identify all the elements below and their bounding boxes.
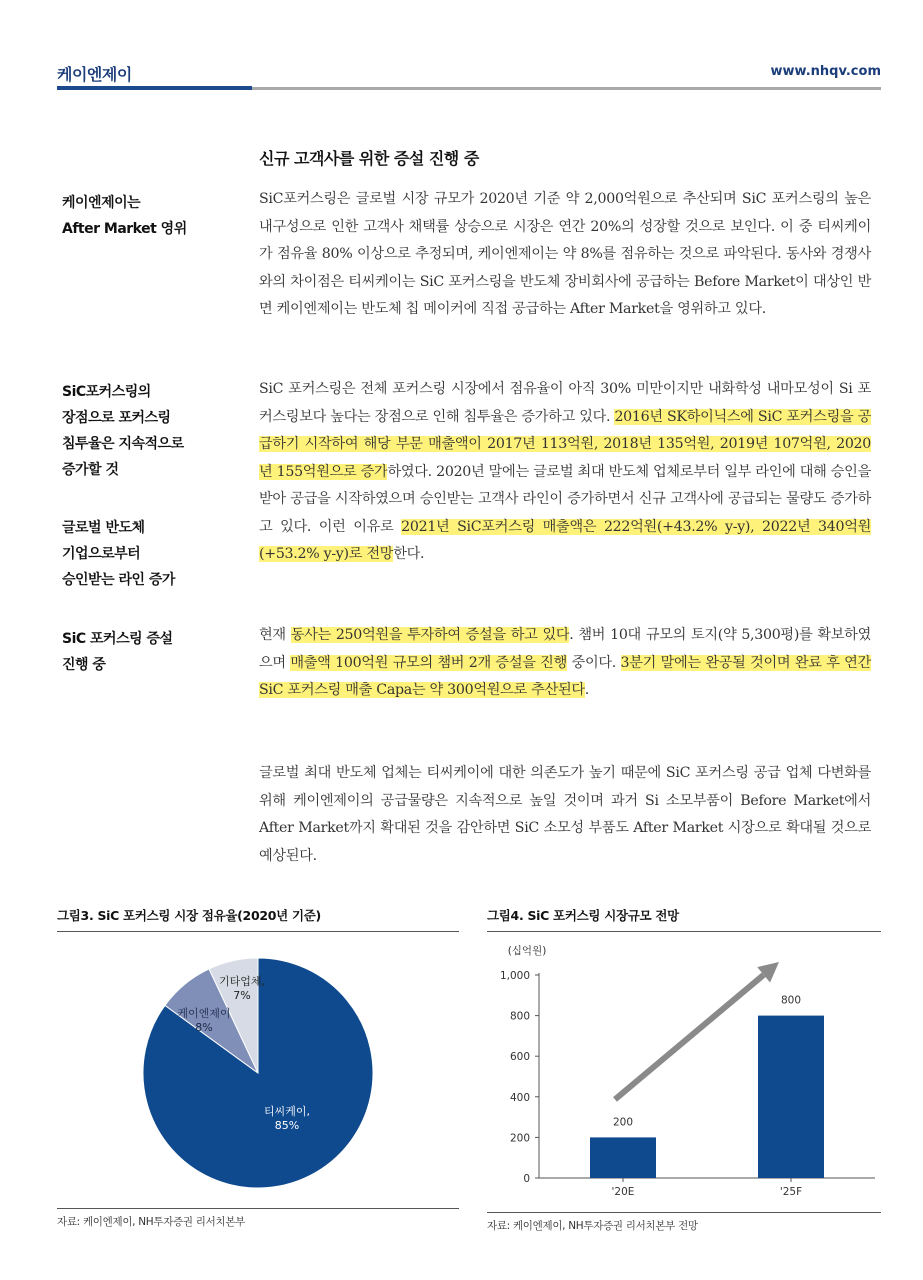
paragraph-2: SiC 포커스링은 전체 포커스링 시장에서 점유율이 아직 30% 미만이지만 내화학성 내마모성이 Si 포커스링보다 높다는 장점으로 인해 침투율은 증가하고 있다. 2016년 SK하이닉스에 SiC 포커스링을 공급하기 시작하여 해당 부문 매출액이 2017년 113억원, 2018년 135억원, 2019년 107억원, 2020년 155억원으로 증가하였다. 2020년 말에는 글로벌 최대 반도체 업체로부터 일부 라인에 대해 승인을 받아 공급을 시작하였으며 승인받는 고객사 라인이 증가하면서 신규 고객사에 공급되는 물량도 증가하고 있다. 이런 이유로 2021년 SiC포커스링 매출액은 222억원(+43.2% y-y), 2022년 340억원(+53.2% y-y)로 전망한다. xyxy=(259,381,872,562)
header-brand: 케이엔제이 xyxy=(57,65,132,84)
highlight-investment: 동사는 250억원을 투자하여 증설을 하고 있다 xyxy=(290,627,570,643)
figure3-rule-bottom xyxy=(57,1208,459,1209)
y-tick-label-5: 1,000 xyxy=(499,970,530,982)
figure3-source: 자료: 케이엔제이, NH투자증권 리서치본부 xyxy=(57,1216,246,1228)
pie-label-3: 기타업체, xyxy=(218,975,266,988)
bar-value-label-2: 800 xyxy=(780,994,802,1007)
y-unit-label: (십억원) xyxy=(507,945,547,957)
paragraph-3: 현재 동사는 250억원을 투자하여 증설을 하고 있다. 챔버 10대 규모의 토지(약 5,300평)를 확보하였으며 매출액 100억원 규모의 챔버 2개 증설을 진행 중이다. 3분기 말에는 완공될 것이며 완료 후 연간 SiC 포커스링 매출 Capa는 약 300억원으로 추산된다. xyxy=(259,627,871,698)
figure4-title: 그림4. SiC 포커스링 시장규모 전망 xyxy=(487,908,679,923)
sidebar-heading-4: SiC 포커스링 증설 진행 중 xyxy=(62,631,173,673)
paragraph-4: 글로벌 최대 반도체 업체는 티씨케이에 대한 의존도가 높기 때문에 SiC 포커스링 공급 업체 다변화를 위해 케이엔제이의 공급물량은 지속적으로 높일 것이며 과거 Si 소모부품이 Before Market에서 After Market까지 확대된 것을 감안하면 SiC 소모성 부품도 After Market 시장으로 확대될 것으로 예상된다. xyxy=(259,765,871,864)
y-tick-label-3: 600 xyxy=(509,1051,530,1064)
x-tick-label-1: '20E xyxy=(611,1186,635,1198)
pie-label-2: 케이엔제이 xyxy=(177,1007,231,1020)
y-tick-label-0: 0 xyxy=(523,1173,530,1185)
figure4-bar-chart xyxy=(487,935,881,1210)
sidebar-heading-3: 글로벌 반도체 기업으로부터 승인받는 라인 증가 xyxy=(62,520,175,588)
x-tick-label-2: '25F xyxy=(779,1186,803,1198)
bar-2 xyxy=(758,1016,824,1178)
y-tick-label-2: 400 xyxy=(509,1091,530,1104)
header-rule xyxy=(252,87,881,90)
growth-arrow-shaft xyxy=(615,975,764,1100)
figure3-title: 그림3. SiC 포커스링 시장 점유율(2020년 기준) xyxy=(57,908,321,923)
section-title: 신규 고객사를 위한 증설 진행 중 xyxy=(259,149,479,168)
pie-value-label-1: 85% xyxy=(274,1119,300,1132)
pie-label-1: 티씨케이, xyxy=(263,1105,311,1118)
bar-1 xyxy=(590,1137,656,1178)
figure4-rule-bottom xyxy=(487,1212,881,1213)
paragraph-1: SiC포커스링은 글로벌 시장 규모가 2020년 기준 약 2,000억원으로 추산되며 SiC 포커스링의 높은 내구성으로 인한 고객사 채택률 상승으로 시장은 연간 20%의 성장할 것으로 보인다. 이 중 티씨케이가 점유율 80% 이상으로 추정되며, 케이엔제이는 약 8%를 점유하는 것으로 파악된다. 동사와 경쟁사와의 차이점은 티씨케이는 SiC 포커스링을 반도체 장비회사에 공급하는 Before Market이 대상인 반면 케이엔제이는 반도체 칩 메이커에 직접 공급하는 After Market을 영위하고 있다. xyxy=(259,191,871,317)
highlight-sales-forecast: 2021년 SiC포커스링 매출액은 222억원(+43.2% y-y), 2022년 340억원(+53.2% y-y)로 전망 xyxy=(259,518,872,562)
highlight-chamber-expansion: 매출액 100억원 규모의 챔버 2개 증설을 진행 xyxy=(290,654,567,671)
figure3-rule xyxy=(57,931,459,932)
header-url[interactable]: www.nhqv.com xyxy=(770,64,881,79)
y-tick-label-4: 800 xyxy=(509,1010,530,1023)
header-rule-accent xyxy=(57,86,252,90)
highlight-sales-history: 2016년 SK하이닉스에 SiC 포커스링을 공급하기 시작하여 해당 부문 매출액이 2017년 113억원, 2018년 135억원, 2019년 107억원, 2020년 155억원으로 증가 xyxy=(259,408,871,480)
sidebar-heading-2: SiC포커스링의 장점으로 포커스링 침투율은 지속적으로 증가할 것 xyxy=(62,384,184,478)
figure4-rule xyxy=(487,931,881,932)
highlight-capa: 3분기 말에는 완공될 것이며 완료 후 연간 SiC 포커스링 매출 Capa는 약 300억원으로 추산된다 xyxy=(259,654,871,698)
pie-value-label-2: 8% xyxy=(195,1021,213,1034)
figure3-pie-chart xyxy=(57,935,459,1205)
pie-value-label-3: 7% xyxy=(233,989,251,1002)
bar-value-label-1: 200 xyxy=(612,1116,634,1129)
y-tick-label-1: 200 xyxy=(509,1132,530,1145)
figure4-source: 자료: 케이엔제이, NH투자증권 리서치본부 전망 xyxy=(487,1220,698,1232)
sidebar-heading-1: 케이엔제이는 After Market 영위 xyxy=(62,195,187,237)
